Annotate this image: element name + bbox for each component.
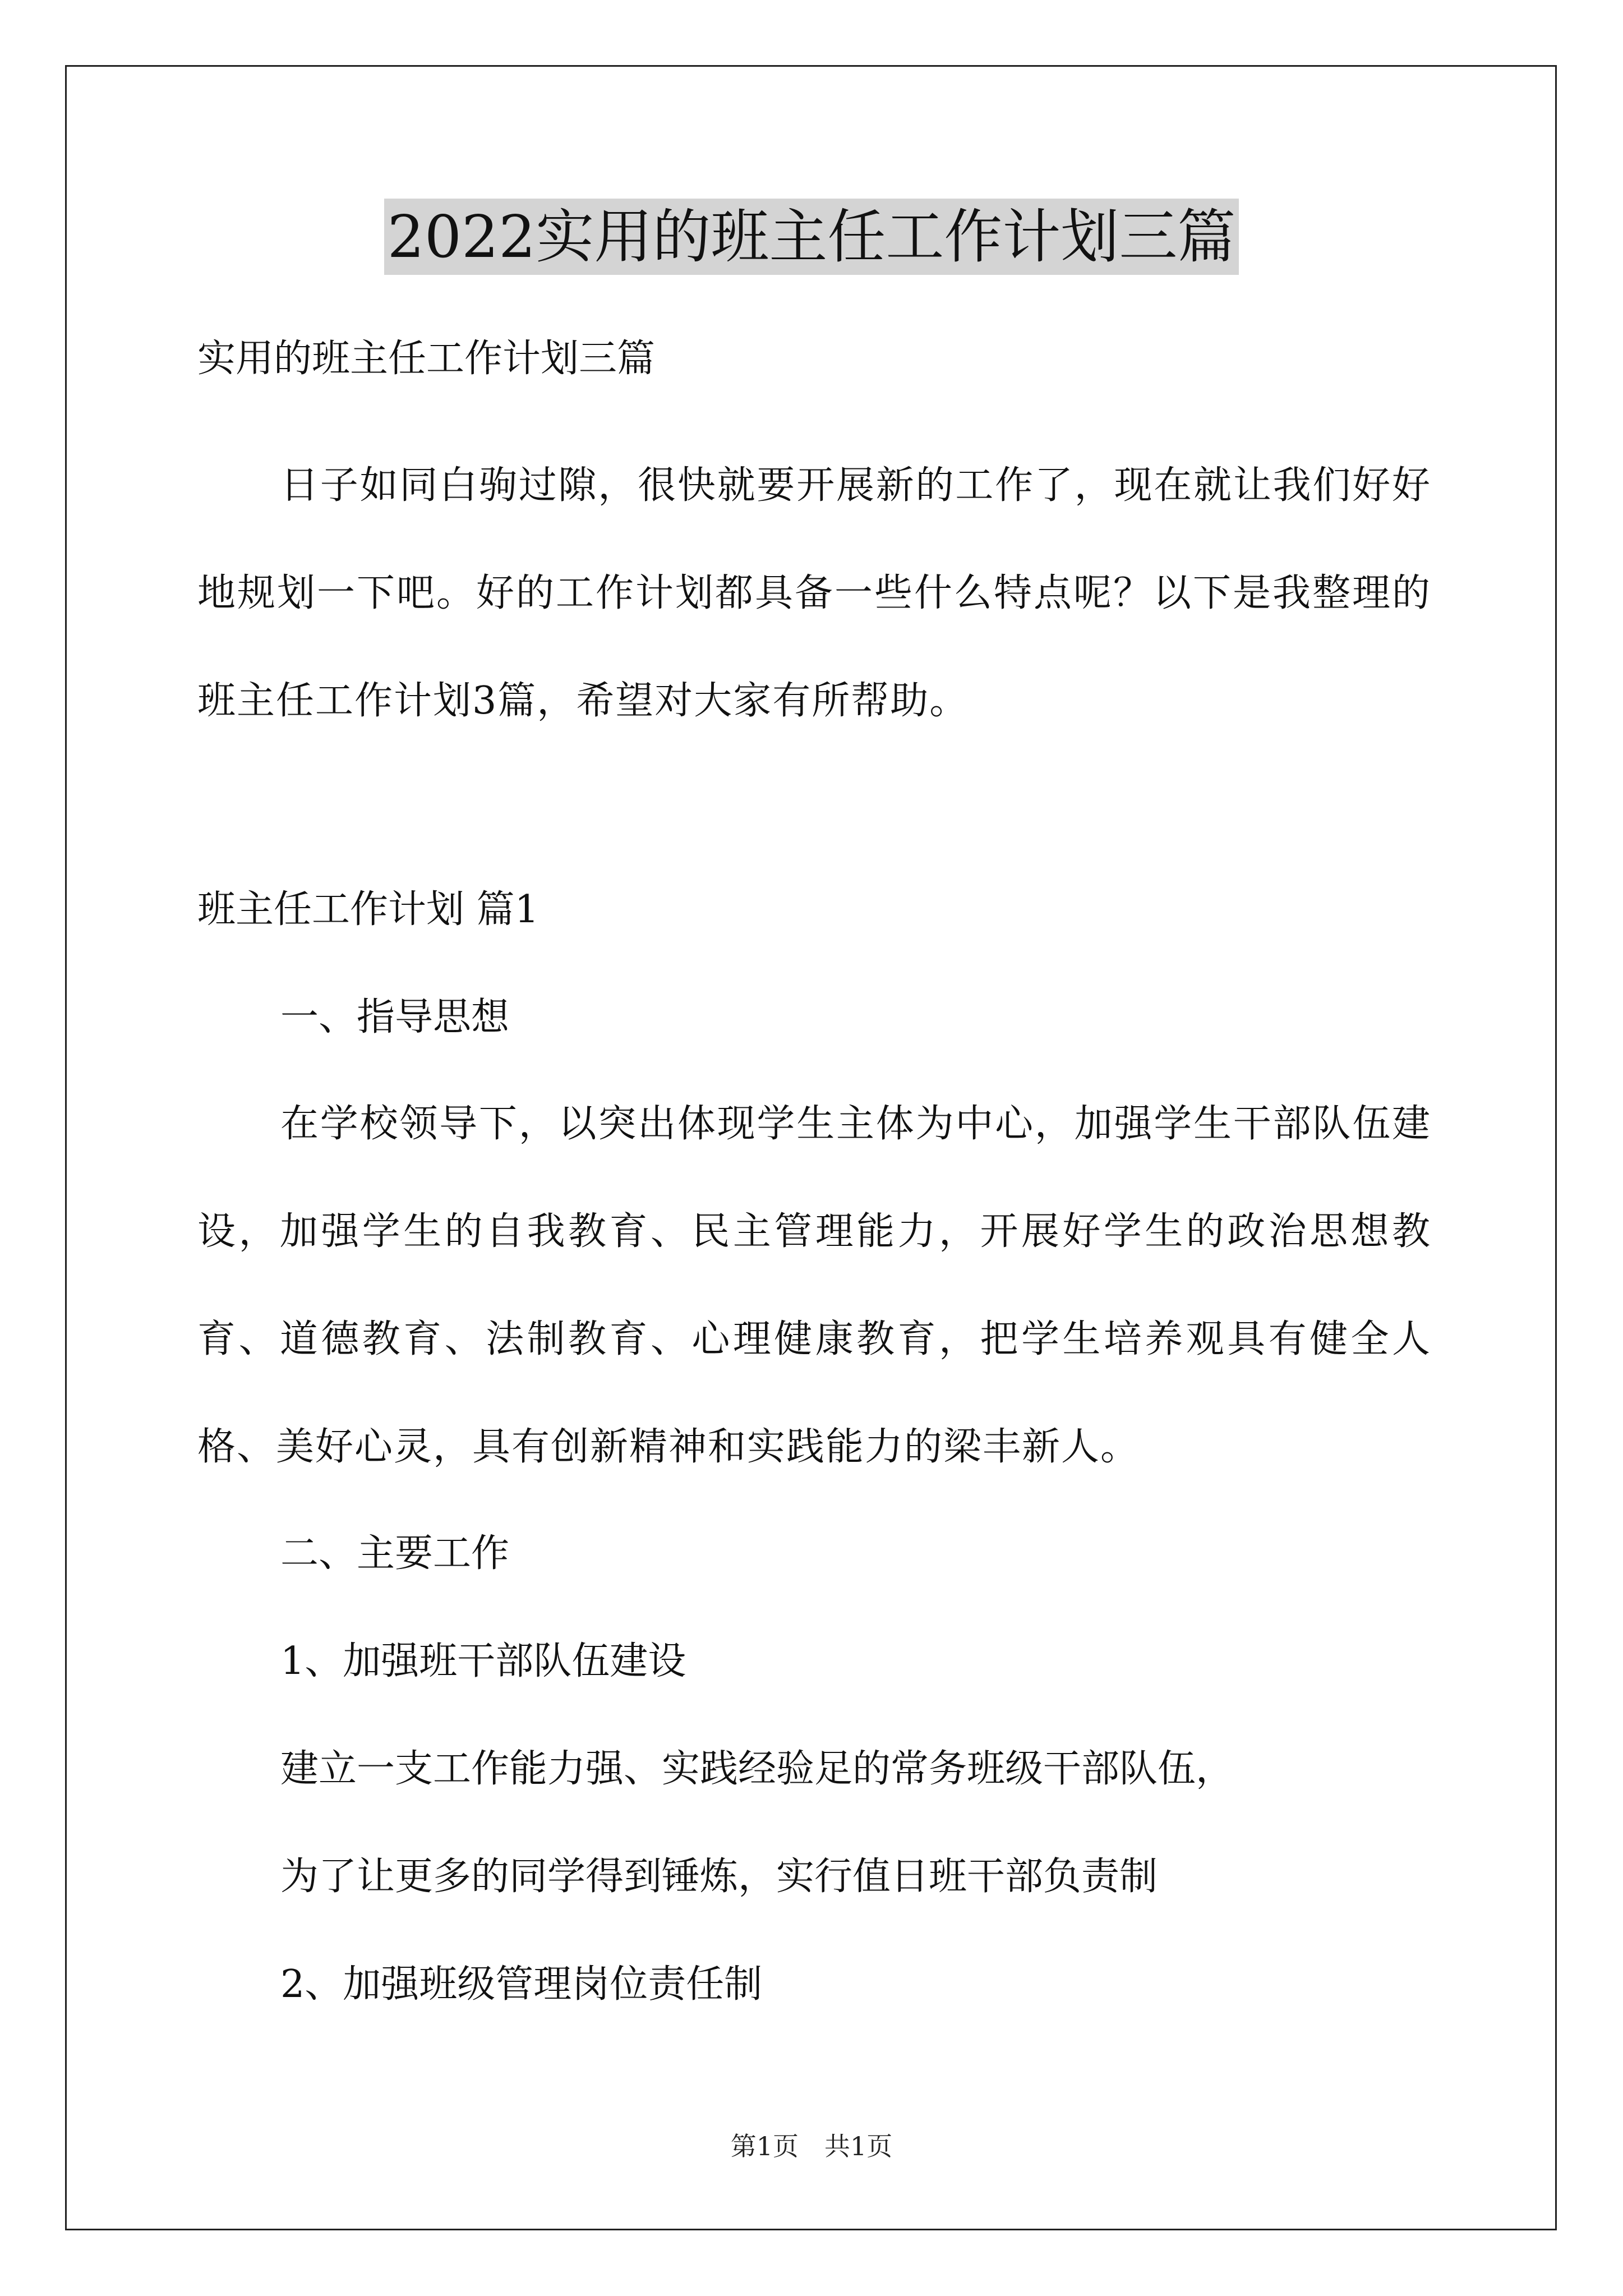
part2-heading: 二、主要工作 (280, 1531, 510, 1576)
item1-line1: 建立一支工作能力强、实践经验足的常务班级干部队伍， (280, 1747, 1234, 1791)
part1-paragraph: 在学校领导下，以突出体现学生主体为中心，加强学生干部队伍建设，加强学生的自我教育、民主管理能力，开展好学生的政治思想教育、道德教育、法制教育、心理健康教育，把学生培养观具有健全人格、美好心灵，具有创新精神和实践能力的梁丰新人。 (197, 1102, 1431, 1469)
intro-paragraph: 日子如同白驹过隙，很快就要开展新的工作了，现在就让我们好好地规划一下吧。好的工作计划都具备一些什么特点呢？以下是我整理的班主任工作计划3篇，希望对大家有所帮助。 (197, 463, 1431, 723)
title-container (0, 199, 1623, 275)
item2-heading: 2、加强班级管理岗位责任制 (280, 1962, 763, 2007)
item1-heading: 1、加强班干部队伍建设 (280, 1639, 686, 1683)
document-subtitle: 实用的班主任工作计划三篇 (197, 337, 656, 381)
item1-line2: 为了让更多的同学得到锤炼，实行值日班干部负责制 (280, 1855, 1158, 1899)
document-title: 2022实用的班主任工作计划三篇 (384, 199, 1239, 275)
section-heading: 班主任工作计划 篇1 (197, 887, 539, 932)
page-number: 第1页 共1页 (730, 2131, 893, 2161)
part1-heading: 一、指导思想 (280, 995, 510, 1039)
